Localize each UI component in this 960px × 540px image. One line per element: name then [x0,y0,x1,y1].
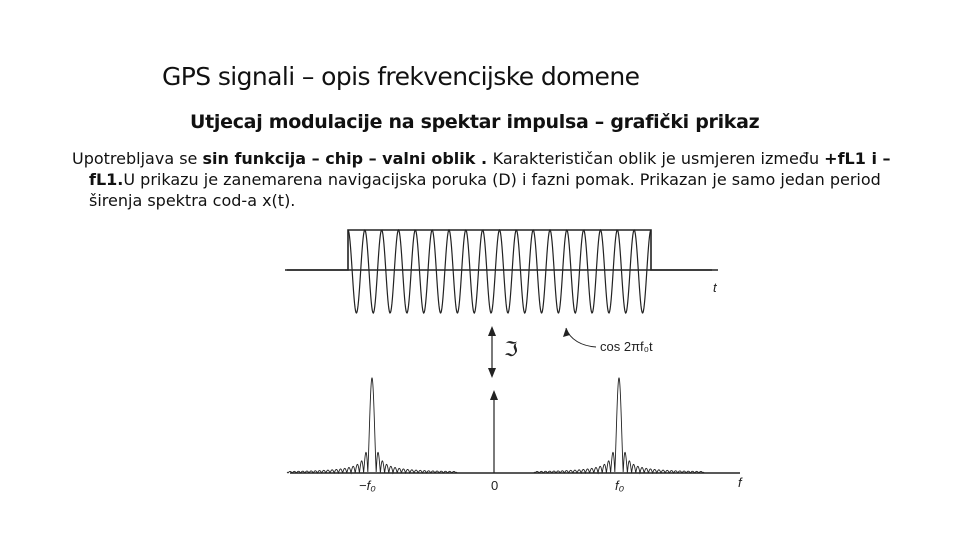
paragraph-segment: +fL1 i – [824,149,891,168]
carrier-waveform [348,230,651,313]
slide-subtitle: Utjecaj modulacije na spektar impulsa – grafički prikaz [190,111,760,133]
arrow-up-icon [488,326,496,336]
slide-title: GPS signali – opis frekvencijske domene [162,62,640,91]
paragraph-segment: fL1. [89,170,124,189]
spectrum-lobe-positive [534,378,704,473]
tick-label-pos-f0: f₀ [615,478,625,493]
tick-label-neg-f0: −f₀ [359,478,376,493]
tick-label-zero: 0 [491,478,499,493]
arrow-down-icon [488,368,496,378]
time-domain-plot [285,230,718,354]
frequency-axis-label: f [738,475,742,490]
spectrum-lobe-negative [287,378,457,473]
frequency-domain-plot [287,378,743,493]
paragraph-segment: sin funkcija – chip – valni oblik . [202,149,493,168]
paragraph-segment: Karakterističan oblik je usmjeren između [492,149,825,168]
transform-arrow [488,326,518,378]
carrier-pointer-arrowhead [563,328,570,337]
fourier-transform-symbol: ℑ [504,337,518,361]
y-axis-arrow-icon [490,390,498,400]
carrier-pointer-line [566,328,596,347]
time-axis-label: t [713,280,717,295]
paragraph-segment: U prikazu je zanemarena navigacijska poruka (D) i fazni pomak. Prikazan je samo jedan period [123,170,881,189]
paragraph-segment: Upotrebljava se [72,149,203,168]
carrier-label: cos 2πf₀t [600,339,653,354]
paragraph-segment: širenja spektra cod-a x(t). [89,191,296,210]
